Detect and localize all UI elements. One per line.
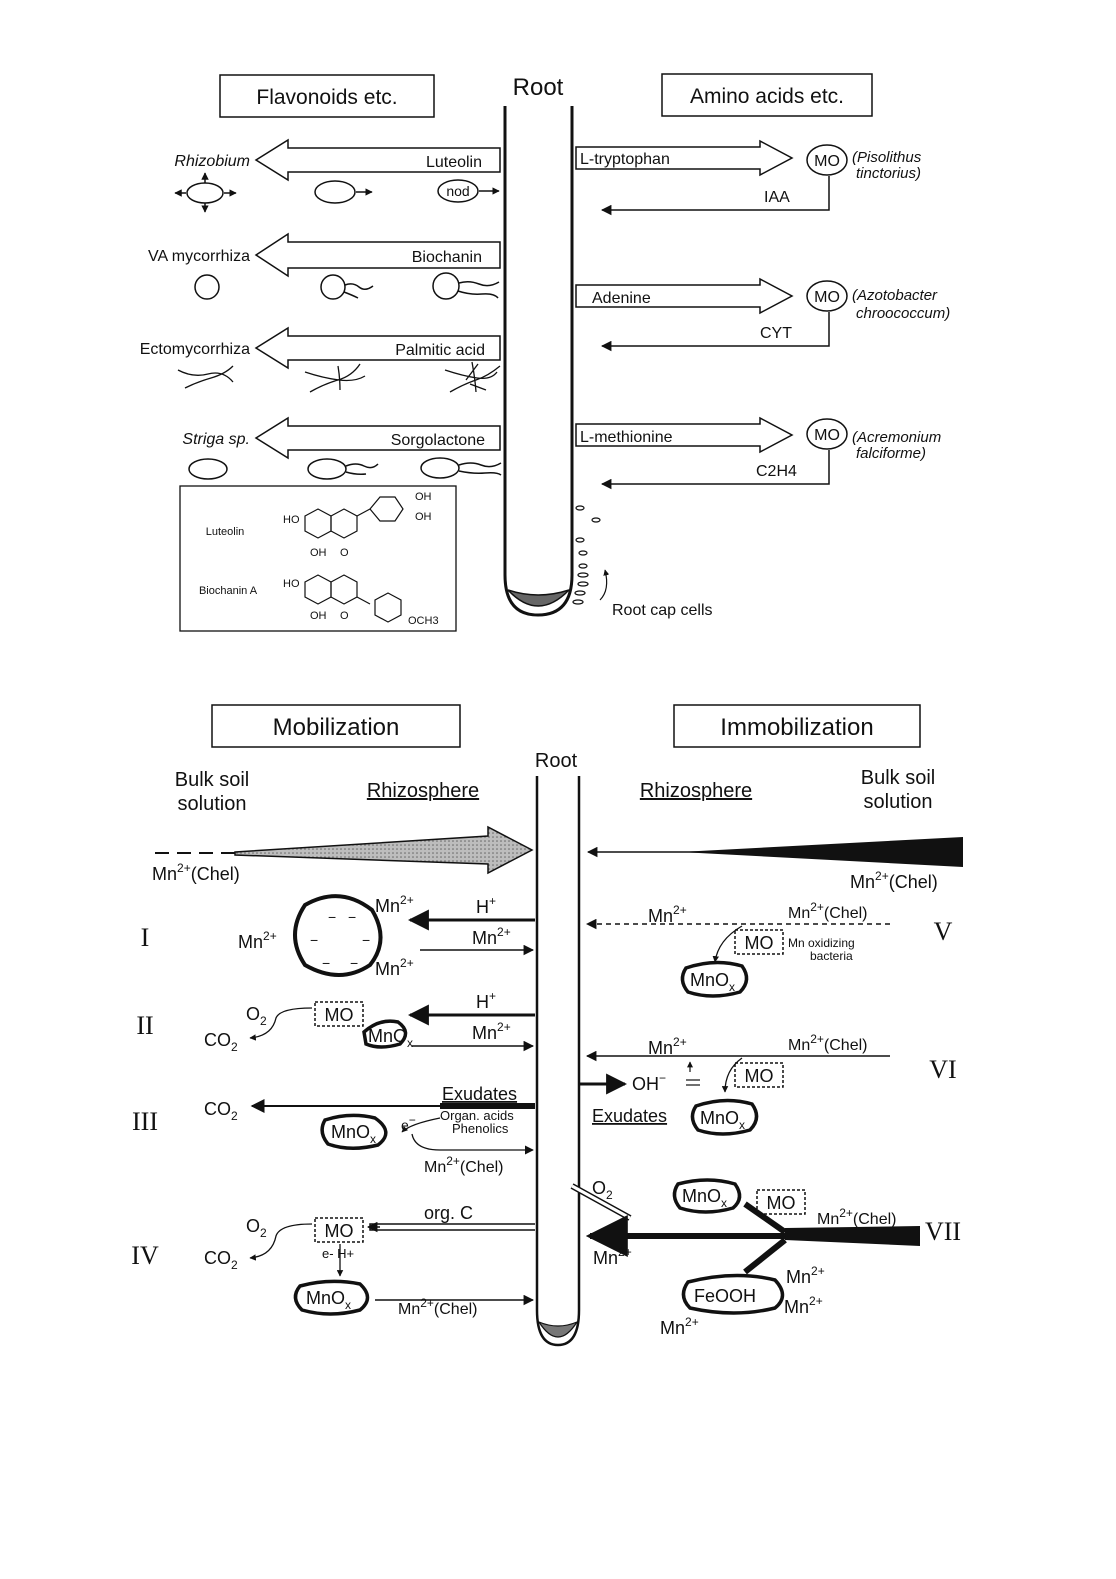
roman-III: III	[132, 1107, 158, 1136]
roman-I: I	[140, 923, 150, 952]
bottom-root-cap	[539, 1322, 577, 1337]
feooh-VII: FeOOH	[694, 1286, 757, 1306]
row-IV	[250, 1218, 535, 1314]
luteolin-ho: HO	[283, 514, 300, 526]
bulk-right-1: Bulk soil	[860, 767, 936, 789]
acremonium-1: (Acremonium	[852, 429, 942, 446]
mn-chel-right: $Mn^{2+}(Chel)$	[850, 869, 938, 892]
mo-II: MO	[324, 1005, 354, 1025]
striga-label: Striga sp.	[182, 431, 250, 448]
mn-chel-left: $Mn^{2+}(Chel)$	[152, 861, 240, 884]
luteolin-o: O	[340, 547, 349, 559]
luteolin-structure-label: Luteolin	[205, 526, 245, 538]
h-I: H+	[476, 894, 497, 917]
mn-VII-b: $Mn^{2+}$	[786, 1264, 825, 1287]
acremonium-2: falciforme)	[856, 445, 927, 462]
biochanin-o: O	[340, 610, 349, 622]
iaa-label: IAA	[764, 189, 790, 206]
luteolin-oh-2: OH	[415, 511, 432, 523]
co2-III: $CO_2$	[204, 1099, 238, 1123]
mnox-VII: MnO$_x$	[682, 1186, 728, 1210]
top-root-outline	[505, 106, 572, 615]
bottom-root-outline	[537, 776, 579, 1345]
o2-tube-label: $O_2$	[592, 1178, 613, 1202]
mn-chel-IV: $Mn^{2+}(Chel)$	[398, 1296, 478, 1318]
right-gradient-wedge	[680, 837, 963, 867]
mn-chel-III: $Mn^{2+}(Chel)$	[424, 1154, 504, 1176]
bottom-diagram	[131, 705, 963, 1345]
roman-VII: VII	[924, 1217, 962, 1246]
left-gradient-arrow	[235, 827, 532, 873]
mo-IV: MO	[324, 1221, 354, 1241]
mn-chel-VI: $Mn^{2+}(Chel)$	[788, 1032, 868, 1054]
organ-acids-III: Organ. acids	[440, 1108, 514, 1123]
rhizosphere-right: Rhizosphere	[639, 780, 753, 802]
mobilization-label: Mobilization	[272, 714, 400, 741]
org-c-IV: org. C	[424, 1203, 474, 1223]
mo-VII: MO	[766, 1193, 796, 1213]
mn-ox-bact-2: bacteria	[810, 949, 853, 963]
mn-VII-c: $Mn^{2+}$	[784, 1294, 823, 1317]
vam-label: VA mycorrhiza	[148, 248, 250, 265]
sorgolactone-label: Sorgolactone	[390, 432, 485, 449]
ectomycorrhiza-sketches	[178, 362, 500, 392]
root-cap-cells	[573, 506, 607, 604]
luteolin-oh-1: OH	[415, 491, 432, 503]
mn-I-d: $Mn^{2+}$	[472, 925, 511, 948]
biochanin-structure-label: Biochanin A	[198, 585, 258, 597]
mn-I-c: $Mn^{2+}$	[375, 956, 414, 979]
immobilization-label: Immobilization	[720, 714, 874, 741]
top-root-label: Root	[512, 74, 564, 101]
svg-text:−: −	[350, 955, 359, 971]
mn-I-b: $Mn^{2+}$	[238, 929, 277, 952]
luteolin-structure	[305, 497, 403, 538]
svg-text:−: −	[362, 932, 371, 948]
luteolin-oh-3: OH	[310, 547, 327, 559]
bulk-left-2: solution	[177, 793, 247, 815]
o2-IV: $O_2$	[246, 1216, 267, 1240]
rhizobium-label: Rhizobium	[174, 153, 250, 170]
bottom-root-label: Root	[534, 750, 578, 772]
oh-VI: OH−	[632, 1071, 667, 1094]
tryptophan-label: L-tryptophan	[580, 151, 670, 168]
mnox-V: MnO$_x$	[690, 970, 736, 994]
mn-ox-bact-1: Mn oxidizing	[788, 936, 855, 950]
mn-VII-d: $Mn^{2+}$	[660, 1315, 699, 1338]
amino-acids-label: Amino acids etc.	[689, 85, 845, 108]
biochanin-ho: HO	[283, 578, 300, 590]
mnox-IV: MnO$_x$	[306, 1288, 352, 1312]
biochanin-label: Biochanin	[411, 249, 482, 266]
rhizosphere-left: Rhizosphere	[366, 780, 480, 802]
mn-VI: $Mn^{2+}$	[648, 1035, 687, 1058]
luteolin-label: Luteolin	[425, 154, 482, 171]
svg-text:−: −	[310, 932, 319, 948]
svg-text:−: −	[322, 955, 331, 971]
co2-IV: $CO_2$	[204, 1248, 238, 1272]
mn-chel-VII: $Mn^{2+}(Chel)$	[817, 1206, 897, 1228]
adenine-label: Adenine	[592, 290, 651, 307]
palmitic-label: Palmitic acid	[395, 342, 485, 359]
mo-2: MO	[814, 289, 840, 306]
mn-chel-V: $Mn^{2+}(Chel)$	[788, 900, 868, 922]
biochanin-och3: OCH3	[408, 615, 439, 627]
h-II: H+	[476, 989, 497, 1012]
co2-II: $CO_2$	[204, 1030, 238, 1054]
svg-text:−: −	[328, 909, 337, 925]
vam-sketches	[195, 273, 499, 299]
exudates-III: Exudates	[442, 1084, 518, 1104]
azotobacter-2: chroococcum)	[856, 305, 951, 322]
bulk-left-1: Bulk soil	[174, 769, 250, 791]
mn-V: $Mn^{2+}$	[648, 903, 687, 926]
c2h4-label: C2H4	[756, 463, 797, 480]
striga-sketches	[189, 458, 501, 479]
roman-VI: VI	[929, 1055, 957, 1084]
nod-label: nod	[446, 183, 470, 199]
azotobacter-1: (Azotobacter	[852, 287, 938, 304]
mn-I-a: $Mn^{2+}$	[375, 893, 414, 916]
ectomycorrhiza-label: Ectomycorrhiza	[139, 341, 250, 358]
mo-VI: MO	[744, 1066, 774, 1086]
mnox-II: MnO$_x$	[368, 1026, 414, 1050]
mo-3: MO	[814, 427, 840, 444]
mn-II: $Mn^{2+}$	[472, 1020, 511, 1043]
bulk-right-2: solution	[863, 791, 933, 813]
mo-V: MO	[744, 933, 774, 953]
methionine-label: L-methionine	[580, 429, 673, 446]
root-cap-label: Root cap cells	[612, 602, 713, 619]
pisolithus-1: (Pisolithus	[852, 149, 922, 166]
exudates-VI: Exudates	[592, 1106, 668, 1126]
mnox-III: MnO$_x$	[331, 1122, 377, 1146]
flavonoids-label: Flavonoids etc.	[256, 86, 398, 109]
top-root-cap	[508, 590, 569, 606]
pisolithus-2: tinctorius)	[856, 165, 922, 182]
mnox-VI: MnO$_x$	[700, 1108, 746, 1132]
top-diagram	[140, 74, 950, 631]
roman-IV: IV	[131, 1241, 159, 1270]
svg-text:−: −	[348, 909, 357, 925]
biochanin-oh: OH	[310, 610, 327, 622]
cyt-label: CYT	[760, 325, 792, 342]
mo-1: MO	[814, 153, 840, 170]
e-III: e−	[401, 1113, 416, 1133]
roman-II: II	[136, 1011, 154, 1040]
roman-V: V	[933, 917, 953, 946]
o2-II: $O_2$	[246, 1004, 267, 1028]
eh-IV: e- H+	[322, 1246, 355, 1261]
phenolics-III: Phenolics	[452, 1121, 509, 1136]
mn-VII-a: $Mn^{2+}$	[593, 1245, 632, 1268]
